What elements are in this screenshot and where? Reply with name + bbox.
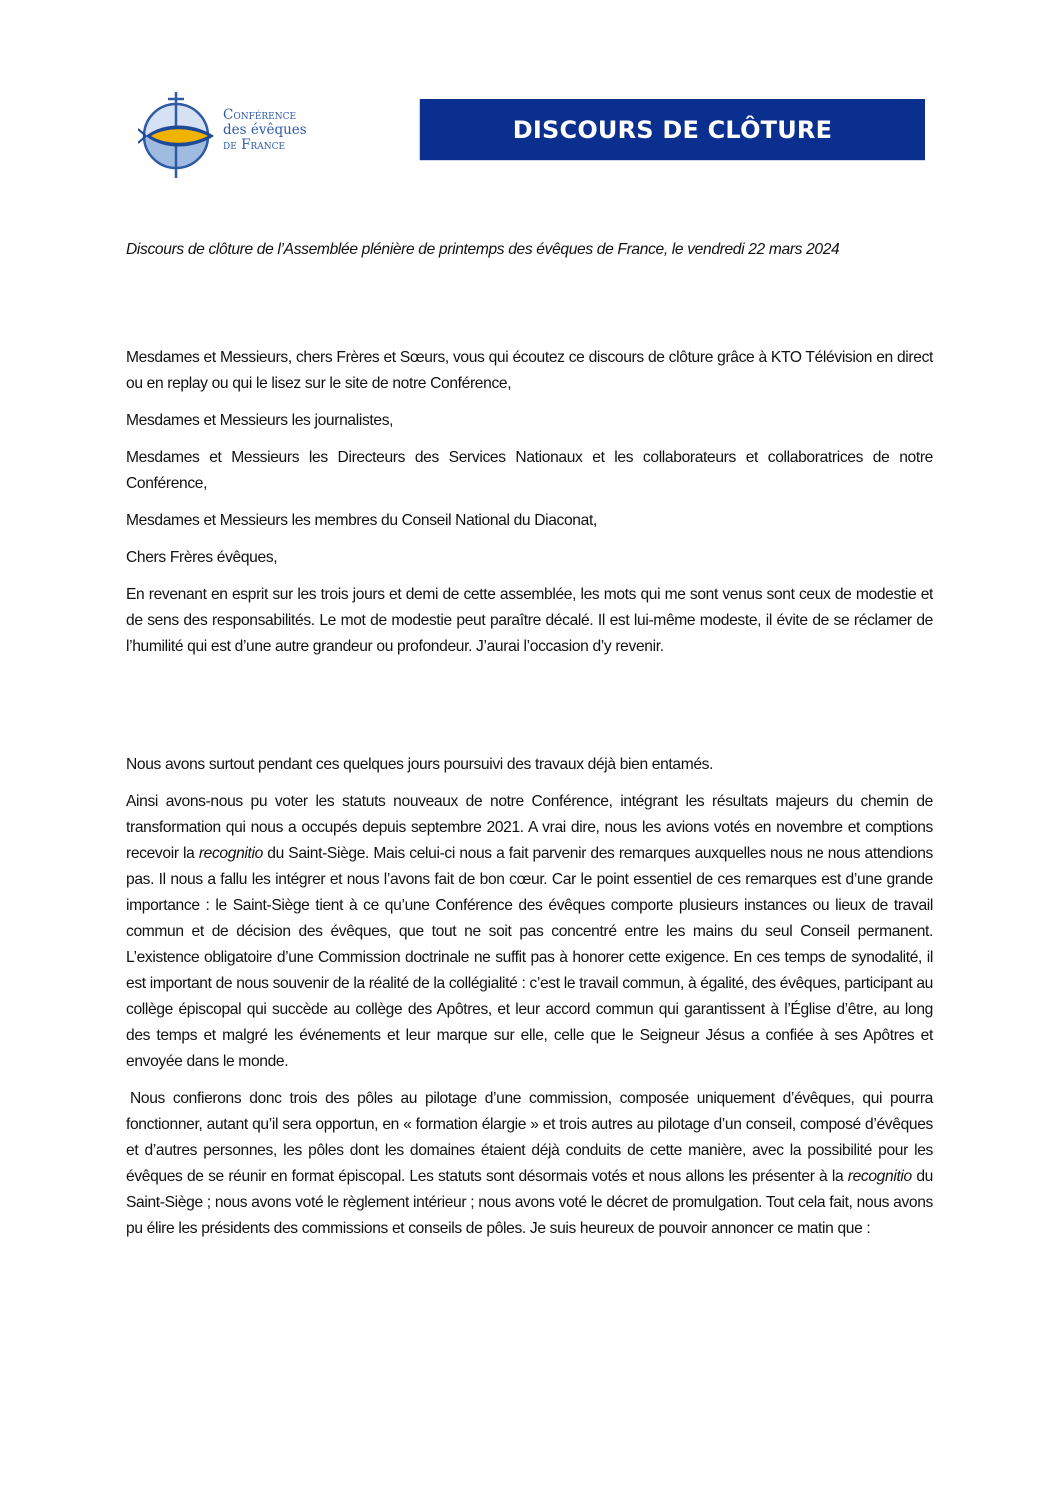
- greeting-paragraph: Mesdames et Messieurs les membres du Conseil National du Diaconat,: [126, 512, 597, 529]
- body-paragraph: Nous avons surtout pendant ces quelques jours poursuivi des travaux déjà bien entamés.: [126, 756, 714, 773]
- italic-term: recognitio: [847, 1168, 912, 1185]
- body-paragraph: [126, 789, 933, 1075]
- italic-term: recognitio: [198, 845, 263, 862]
- document-subtitle: Discours de clôture de l’Assemblée plénière de printemps des évêques de France, le vendredi 22 mars 2024: [126, 241, 840, 258]
- logo-line-1: Conférence: [223, 107, 297, 123]
- logo-line-3: de France: [223, 137, 286, 153]
- greeting-paragraph: Chers Frères évêques,: [126, 549, 278, 566]
- logo-line-2: des évêques: [223, 122, 307, 138]
- text-run: Ainsi avons-nous pu voter les statuts nouveaux de notre Conférence, intégrant les résultats majeurs du chemin de transformation qui nous a occupés depuis septembre 2021. A vrai dire, nous les avions votés en novembre et comptions recevoir la: [126, 793, 933, 862]
- cef-logo-icon: [138, 92, 218, 178]
- title-banner: [420, 99, 925, 160]
- greeting-paragraph: Mesdames et Messieurs, chers Frères et Sœurs, vous qui écoutez ce discours de clôture grâce à KTO Télévision en direct ou en replay ou qui le lisez sur le site de notre Conférence,: [126, 349, 933, 392]
- greeting-paragraph: Mesdames et Messieurs les journalistes,: [126, 412, 394, 429]
- text-run: Nous confierons donc trois des pôles au pilotage d’une commission, composée uniquement d’évêques, qui pourra fonctionner, autant qu’il sera opportun, en « formation élargie » et trois autres au pilotage d’un conseil, composé d’évêques et d’autres personnes, les pôles dont les domaines étaient déjà conduits de cette manière, avec la possibilité pour les évêques de se réunir en format épiscopal. Les statuts sont désormais votés et nous allons les présenter à la: [126, 1090, 933, 1185]
- intro-paragraph: En revenant en esprit sur les trois jours et demi de cette assemblée, les mots qui me sont venus sont ceux de modestie et de sens des responsabilités. Le mot de modestie peut paraître décalé. Il est lui-même modeste, il évite de se réclamer de l’humilité qui est d’une autre grandeur ou profondeur. J’aurai l’occasion d’y revenir.: [126, 586, 933, 655]
- text-run: du Saint-Siège ; nous avons voté le règlement intérieur ; nous avons voté le décret de promulgation. Tout cela fait, nous avons pu élire les présidents des commissions et conseils de pôles. Je suis heureux de pouvoir annoncer ce matin que :: [126, 1168, 933, 1237]
- logo-text: [223, 108, 307, 153]
- body-paragraph: [126, 1086, 933, 1242]
- main-section: [126, 752, 933, 1253]
- intro-section: [126, 345, 933, 671]
- text-run: du Saint-Siège. Mais celui-ci nous a fait parvenir des remarques auxquelles nous ne nous attendions pas. Il nous a fallu les intégrer et nous l’avons fait de bon cœur. Car le point essentiel de ces remarques est d’une grande importance : le Saint-Siège tient à ce qu’une Conférence des évêques comporte plusieurs instances ou lieux de travail commun et de décision des évêques, que tout ne soit pas concentré entre les mains du seul Conseil permanent. L’existence obligatoire d’une Commission doctrinale ne suffit pas à honorer cette exigence. En ces temps de synodalité, il est important de nous souvenir de la réalité de la collégialité : c’est le travail commun, à égalité, des évêques, participant au collège épiscopal qui succède au collège des Apôtres, et leur accord commun qui garantissent à l’Église d’être, au long des temps et malgré les événements et leur marque sur elle, celle que le Seigneur Jésus a confiée à ses Apôtres et envoyée dans le monde.: [126, 845, 933, 1070]
- cef-logo: [138, 92, 338, 178]
- greeting-paragraph: Mesdames et Messieurs les Directeurs des Services Nationaux et les collaborateurs et collaboratrices de notre Conférence,: [126, 449, 933, 492]
- banner-title: DISCOURS DE CLÔTURE: [512, 115, 833, 144]
